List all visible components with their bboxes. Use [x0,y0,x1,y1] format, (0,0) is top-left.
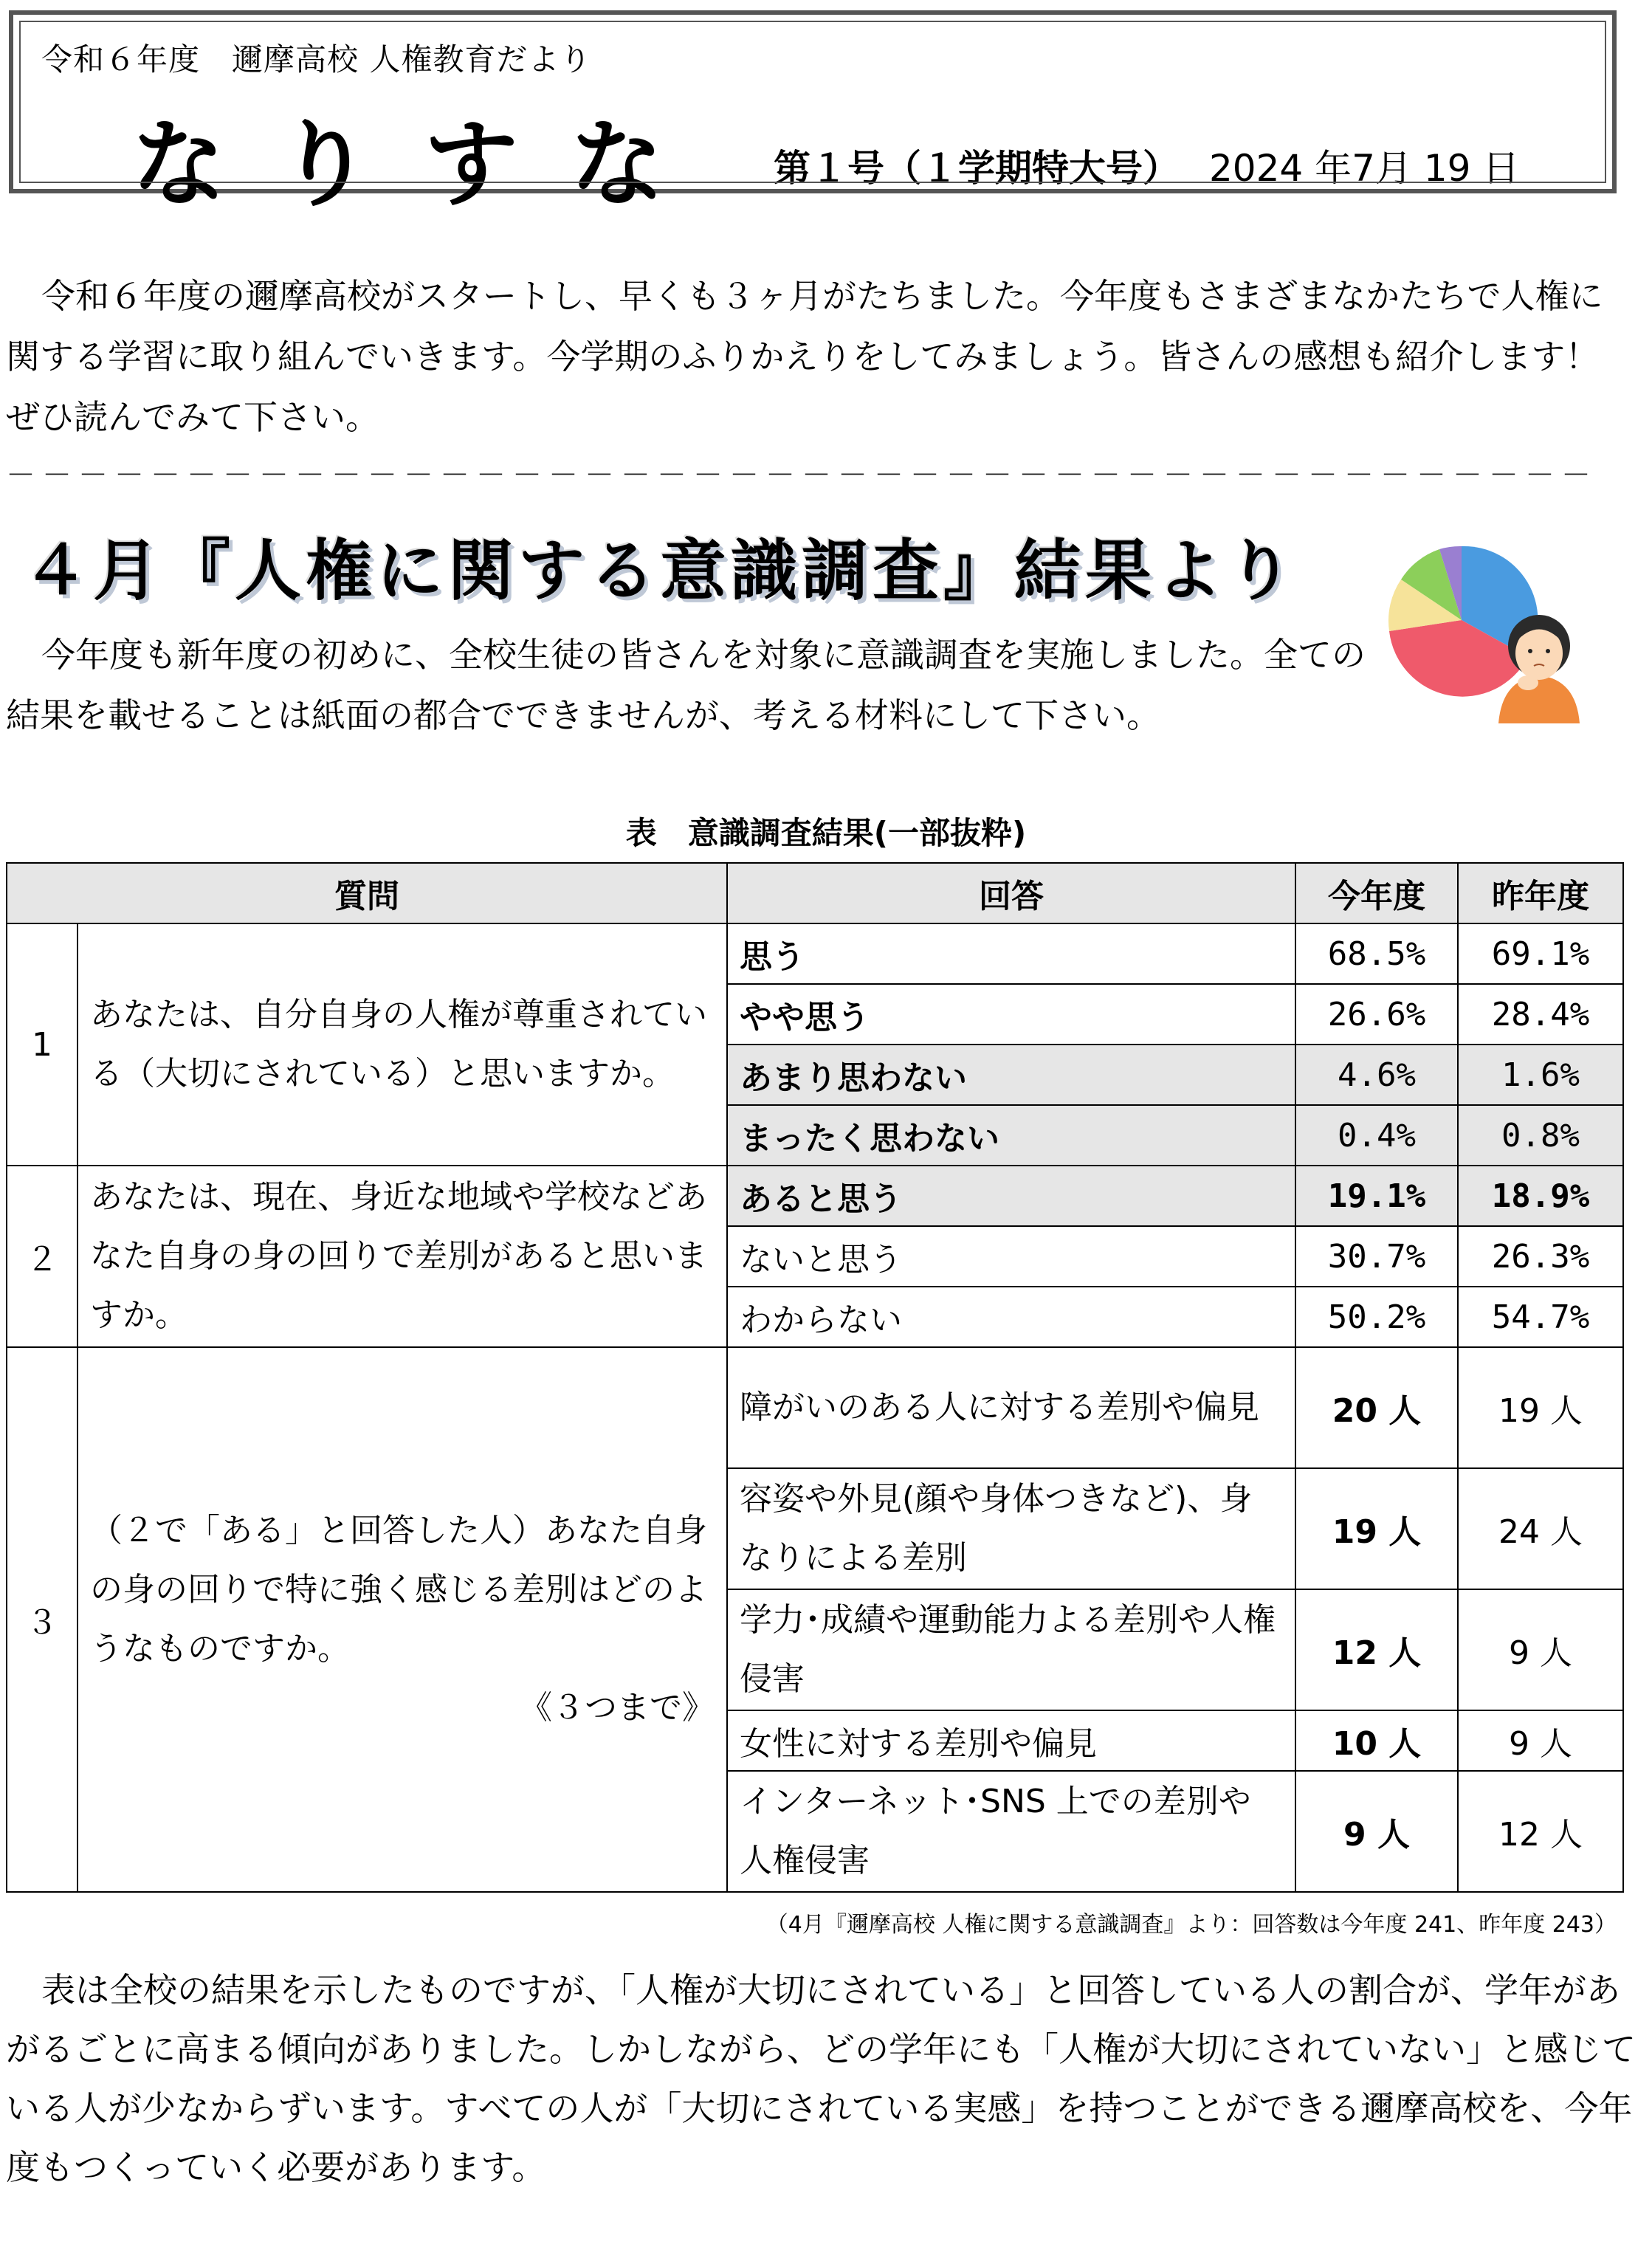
answer-label: ないと思う [727,1226,1295,1287]
table-source-note: （4月『邇摩高校 人権に関する意識調査』より：回答数は今年度 241、昨年度 243） [765,1912,1617,1938]
table-row [7,1166,1623,1226]
this-year-value: 4.6% [1295,1045,1458,1105]
section-divider: －－－－－－－－－－－－－－－－－－－－－－－－－－－－－－－－－－－－－－－－－－－－ [6,458,1597,492]
last-year-value: 69.1% [1458,923,1623,984]
question-text: （２で「ある」と回答した人）あなた自身の身の回りで特に強く感じる差別はどのようなものですか。 [90,1512,707,1668]
table-row [7,923,1623,984]
newsletter-header [9,10,1617,220]
newsletter-title: なりすな [131,110,717,220]
answer-label: 女性に対する差別や偏見 [727,1710,1295,1771]
this-year-value: 12 人 [1295,1589,1458,1710]
issue-date: 2024 年7月 19 日 [1209,147,1520,190]
question-text: あなたは、自分自身の人権が尊重されている（大切にされている）と思いますか。 [78,923,727,1166]
intro-paragraph [6,266,1630,447]
answer-label: あまり思わない [727,1045,1295,1105]
issue-number: 第１号（１学期特大号） [774,147,1180,190]
this-year-value: 20 人 [1295,1347,1458,1468]
question-number: ３ [7,1347,78,1892]
pie-chart-icon [1388,546,1538,697]
last-year-value: 18.9% [1458,1166,1623,1226]
survey-results-table [6,862,1624,1893]
answer-label: インターネット･SNS 上での差別や人権侵害 [727,1771,1295,1892]
header-question: 質問 [7,863,727,923]
answer-label: 障がいのある人に対する差別や偏見 [727,1347,1295,1468]
answer-label: やや思う [727,984,1295,1045]
section-text: 今年度も新年度の初めに、全校生徒の皆さんを対象に意識調査を実施しました。全ての結果を載せることは紙面の都合でできませんが、考える材料にして下さい。 [6,635,1366,735]
table-header-row [7,863,1623,923]
this-year-value: 68.5% [1295,923,1458,984]
last-year-value: 28.4% [1458,984,1623,1045]
last-year-value: 9 人 [1458,1710,1623,1771]
table-caption: 表 意識調査結果(一部抜粋) [625,815,1027,851]
pie-chart-thinking-girl-illustration [1380,539,1602,738]
this-year-value: 30.7% [1295,1226,1458,1287]
this-year-value: 26.6% [1295,984,1458,1045]
answer-label: あると思う [727,1166,1295,1226]
header-answer: 回答 [727,863,1295,923]
answer-label: 容姿や外見(顔や身体つきなど)、身なりによる差別 [727,1468,1295,1589]
answer-label: 思う [727,923,1295,984]
last-year-value: 0.8% [1458,1105,1623,1166]
this-year-value: 9 人 [1295,1771,1458,1892]
intro-text: 令和６年度の邇摩高校がスタートし、早くも３ヶ月がたちました。今年度もさまざまなかたちで人権に関する学習に取り組んでいきます。今学期のふりかえりをしてみましょう。皆さんの感想も紹介します！ぜひ読んでみて下さい。 [6,276,1603,437]
this-year-value: 19.1% [1295,1166,1458,1226]
last-year-value: 1.6% [1458,1045,1623,1105]
section-text-block [6,624,1371,746]
header-last-year: 昨年度 [1458,863,1623,923]
answer-label: 学力･成績や運動能力よる差別や人権侵害 [727,1589,1295,1710]
newsletter-kicker: 令和６年度 邇摩高校 人権教育だより [41,41,592,78]
section-title: ４月『人権に関する意識調査』結果より [22,532,1298,610]
last-year-value: 54.7% [1458,1287,1623,1347]
question-text: あなたは、現在、身近な地域や学校などあなた自身の身の回りで差別があると思いますか。 [78,1166,727,1347]
last-year-value: 12 人 [1458,1771,1623,1892]
question-number: 1 [7,923,78,1166]
last-year-value: 26.3% [1458,1226,1623,1287]
this-year-value: 19 人 [1295,1468,1458,1589]
answer-label: わからない [727,1287,1295,1347]
question-note: 《３つまで》 [520,1689,715,1727]
this-year-value: 10 人 [1295,1710,1458,1771]
this-year-value: 50.2% [1295,1287,1458,1347]
question-number: ２ [7,1166,78,1347]
question-cell [78,1347,727,1892]
table-row [7,1347,1623,1468]
last-year-value: 19 人 [1458,1347,1623,1468]
answer-label: まったく思わない [727,1105,1295,1166]
header-this-year: 今年度 [1295,863,1458,923]
closing-text: 表は全校の結果を示したものですが、「人権が大切にされている」と回答している人の割合が、学年があがるごとに高まる傾向がありました。しかしながら、どの学年にも「人権が大切にされていない」と感じている人が少なからずいます。すべての人が「大切にされている実感」を持つことができる邇摩高校を、今年度もつくっていく必要があります。 [6,1970,1636,2187]
last-year-value: 24 人 [1458,1468,1623,1589]
this-year-value: 0.4% [1295,1105,1458,1166]
last-year-value: 9 人 [1458,1589,1623,1710]
closing-paragraph [6,1961,1637,2197]
